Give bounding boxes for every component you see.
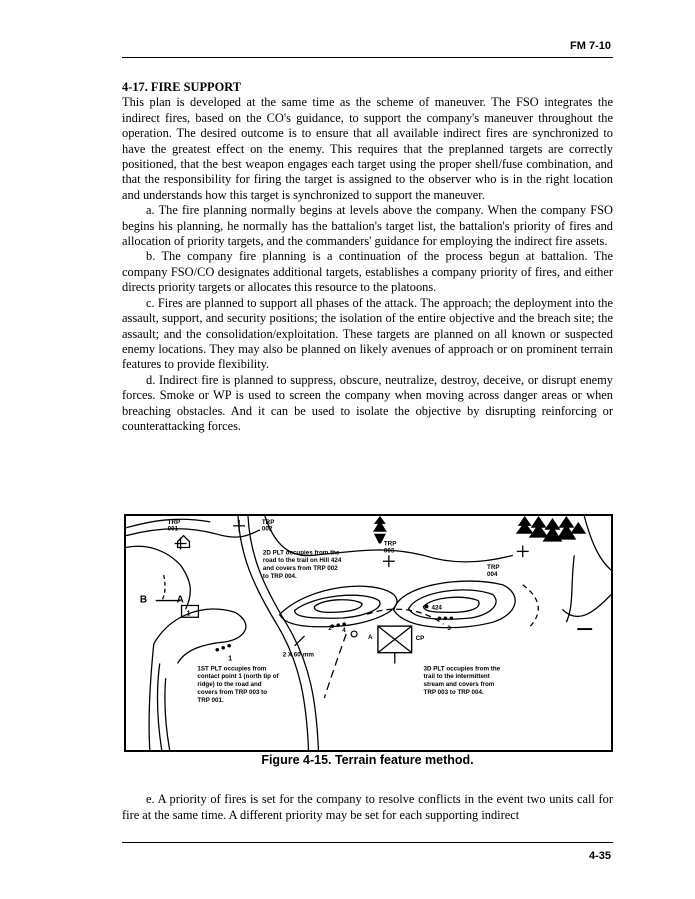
contact-point-1: 1 <box>186 609 191 618</box>
phase-line-a: A <box>176 594 184 606</box>
plt3-line-1: 3D PLT occupies from the <box>423 665 501 673</box>
position-3: 3 <box>447 625 451 633</box>
trp003-label-2: 003 <box>383 547 395 555</box>
trp004-label-2: 004 <box>487 570 498 578</box>
plt1-line-4: covers from TRP 003 to <box>197 688 268 696</box>
plt1-line-2: contact point 1 (north tip of <box>197 673 279 681</box>
plt1-line-1: 1ST PLT occupies from <box>197 665 267 673</box>
position-4: 4 <box>342 627 346 635</box>
page-number: 4-35 <box>588 850 611 862</box>
terrain-map <box>126 516 611 750</box>
trp002-label-2: 002 <box>261 525 273 533</box>
position-2: 2 <box>328 625 332 633</box>
trp003-label-1: TRP <box>383 540 397 548</box>
plt2-line-3: and covers from TRP 002 <box>262 565 338 573</box>
plt3-line-4: TRP 003 to TRP 004. <box>423 688 484 696</box>
paragraph-c: c. Fires are planned to support all phases of the attack. The approach; the deployment into the assault, support, and security positions; the isolation of the entire objective and the breach site; the assault; and the consolidation/exploitation. These targets are planned on all known or suspected enemy locations. They may also be planned on likely avenues of approach or on prominent terrain features to provide flexibility. <box>122 295 613 372</box>
plt3-line-2: trail to the intermittent <box>423 673 490 681</box>
trp001-label-2: 001 <box>167 525 179 533</box>
plt2-line-2: road to the trail on Hill 424 <box>262 557 342 565</box>
cp-label: CP <box>415 634 425 642</box>
trp002-label-1: TRP <box>261 518 275 526</box>
plt2-line-4: to TRP 004. <box>262 572 297 580</box>
position-a: A <box>368 633 373 641</box>
plt1-line-5: TRP 001. <box>197 696 224 704</box>
position-1: 1 <box>228 654 233 663</box>
mortar-label: 2 X 60-mm <box>282 651 314 659</box>
document-code: FM 7-10 <box>570 40 611 52</box>
footer-rule <box>122 842 613 843</box>
figure-caption: Figure 4-15. Terrain feature method. <box>261 753 474 767</box>
paragraph-d: d. Indirect fire is planned to suppress, obscure, neutralize, destroy, deceive, or disrupt enemy forces. Smoke or WP is used to screen the company when moving across danger areas or when breaching obstacles. And it can be used to isolate the objective by disrupting reinforcing or counterattacking forces. <box>122 372 613 433</box>
paragraph-intro: This plan is developed at the same time as the scheme of maneuver. The FSO integrates the indirect fires, based on the CO's guidance, to support the company's maneuver throughout the operation. The desired outcome is to ensure that all available indirect fires are synchronized to have the greatest effect on the enemy. This requires that the preplanned targets are correctly positioned, that the best weapon engages each target using the proper shell/fuse combination, and that the responsibility for firing the target is assigned to the observer who is in the right location and understands how this target is synchronized to support the maneuver. <box>122 95 613 202</box>
trp004-label-1: TRP <box>487 564 500 572</box>
body-text <box>122 80 613 434</box>
plt3-line-3: stream and covers from <box>423 681 495 689</box>
terrain-figure <box>124 514 613 752</box>
paragraph-e: e. A priority of fires is set for the company to resolve conflicts in the event two units call for fire at the same time. A different priority may be set for each supporting indirect <box>122 792 613 822</box>
trp001-label-1: TRP <box>167 518 181 526</box>
plt1-line-3: ridge) to the road and <box>197 681 262 689</box>
hill-424-label: 424 <box>431 604 442 612</box>
section-title: 4-17. FIRE SUPPORT <box>122 80 241 94</box>
paragraph-a: a. The fire planning normally begins at levels above the company. When the company FSO begins his planning, he normally has the battalion's target list, the battalion's priority of fires and allocation of priority targets, and the commanders' guidance for employing the indirect fire assets. <box>122 203 613 249</box>
paragraph-b: b. The company fire planning is a continuation of the process begun at battalion. The company FSO/CO designates additional targets, establishes a company priority of fires, and either directs priority targets or allocates this resource to the platoons. <box>122 249 613 295</box>
header-rule <box>122 57 613 58</box>
plt2-line-1: 2D PLT occupies from the <box>262 549 340 557</box>
phase-line-b: B <box>139 594 148 606</box>
